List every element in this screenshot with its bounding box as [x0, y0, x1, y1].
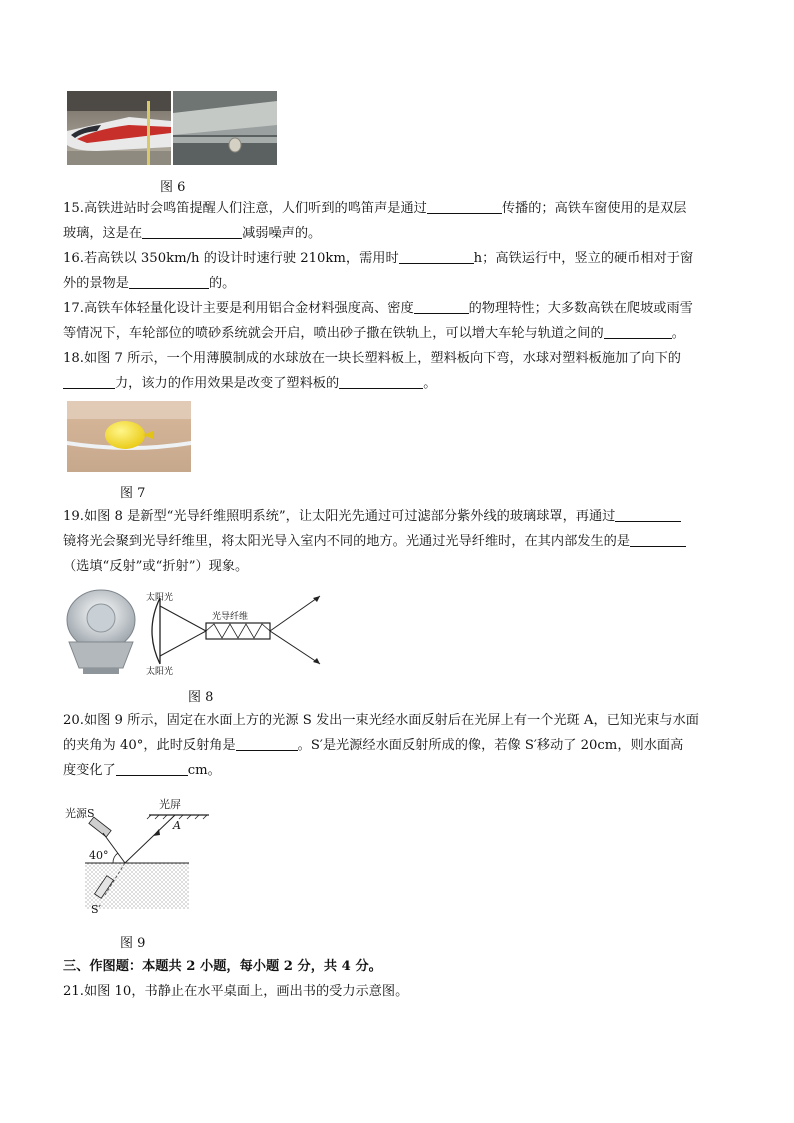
- q15-blank-2[interactable]: [142, 224, 242, 239]
- question-20-line-3: [63, 761, 221, 781]
- question-21: 21.如图 10，书静止在水平桌面上，画出书的受力示意图。: [63, 984, 409, 999]
- coin-window-photo: [173, 91, 277, 165]
- q16-text-b: h；高铁运行中，竖立的硬币相对于窗: [473, 251, 694, 266]
- q19-blank-2[interactable]: [630, 532, 686, 547]
- question-18-line-1: 18.如图 7 所示，一个用薄膜制成的水球放在一块长塑料板上，塑料板向下弯，水球对塑料板施加了向下的: [63, 351, 681, 366]
- q18-blank-2[interactable]: [339, 374, 423, 389]
- question-17-line-2: [63, 324, 685, 344]
- q17-text-a: 17.高铁车体轻量化设计主要是利用铝合金材料强度高、密度: [63, 301, 414, 316]
- q19-text-a: 19.如图 8 是新型“光导纤维照明系统”，让太阳光先通过可过滤部分紫外线的玻璃球罩，再通过: [63, 509, 616, 524]
- figure-7-caption: 图 7: [120, 486, 146, 501]
- water-balloon-photo: [67, 401, 191, 472]
- figure-6-caption: 图 6: [160, 180, 186, 195]
- fiber-lamp-photo: [63, 586, 139, 678]
- q19-text-b: 镜将光会聚到光导纤维里，将太阳光导入室内不同的地方。光通过光导纤维时，在其内部发生的是: [63, 534, 631, 549]
- q15-text-c: 玻璃，这是在: [63, 226, 143, 241]
- q17-blank-1[interactable]: [414, 299, 469, 314]
- sun-label-bottom: 太阳光: [146, 667, 174, 676]
- question-16-line-1: [63, 249, 693, 269]
- question-20-line-2: [63, 736, 683, 756]
- q19-blank-1[interactable]: [615, 507, 681, 522]
- figure-8-caption: 图 8: [188, 690, 214, 705]
- section-3-heading: 三、作图题：本题共 2 小题，每小题 2 分，共 4 分。: [63, 959, 382, 974]
- q15-text-d: 减弱噪声的。: [242, 226, 322, 241]
- question-19-line-3: （选填“反射”或“折射”）现象。: [63, 559, 249, 574]
- question-16-line-2: [63, 274, 235, 294]
- q20-blank-2[interactable]: [116, 761, 188, 776]
- question-19-line-1: [63, 507, 681, 527]
- train-photo: [67, 91, 171, 165]
- q17-blank-2[interactable]: [604, 324, 672, 339]
- spot-label: A: [173, 819, 181, 832]
- image-label: S′: [91, 903, 102, 916]
- q15-text-a: 15.高铁进站时会鸣笛提醒人们注意，人们听到的鸣笛声是通过: [63, 201, 427, 216]
- q17-text-d: 。: [671, 326, 685, 341]
- q16-text-a: 16.若高铁以 350km/h 的设计时速行驶 210km，需用时: [63, 251, 399, 266]
- question-20-line-1: 20.如图 9 所示，固定在水面上方的光源 S 发出一束光经水面反射后在光屏上有一个光斑 A，已知光束与水面: [63, 713, 699, 728]
- reflection-diagram: [63, 795, 213, 919]
- q16-text-c: 外的景物是: [63, 276, 129, 291]
- q18-text-b: 。: [423, 376, 437, 391]
- q18-blank-1[interactable]: [63, 374, 115, 389]
- screen-label: 光屏: [159, 798, 181, 811]
- question-18-line-2: [63, 374, 436, 394]
- question-15-line-1: [63, 199, 686, 219]
- q16-blank-2[interactable]: [129, 274, 209, 289]
- q20-text-b: 。S′是光源经水面反射所成的像，若像 S′移动了 20cm，则水面高: [297, 738, 684, 753]
- q15-text-b: 传播的；高铁车窗使用的是双层: [501, 201, 687, 216]
- figure-9-caption: 图 9: [120, 936, 146, 951]
- q20-blank-1[interactable]: [236, 736, 298, 751]
- q20-text-a: 的夹角为 40°，此时反射角是: [63, 738, 236, 753]
- q16-text-d: 的。: [208, 276, 236, 291]
- source-label: 光源S: [65, 807, 95, 820]
- fiber-diagram: [142, 586, 332, 676]
- question-19-line-2: [63, 532, 686, 552]
- fiber-label: 光导纤维: [212, 612, 249, 622]
- q18-text-a: 力，该力的作用效果是改变了塑料板的: [115, 376, 340, 391]
- question-15-line-2: [63, 224, 321, 244]
- q20-text-d: cm。: [187, 763, 221, 778]
- question-17-line-1: [63, 299, 693, 319]
- angle-label: 40°: [89, 849, 109, 862]
- q17-text-b: 的物理特性；大多数高铁在爬坡或雨雪: [468, 301, 693, 316]
- q15-blank-1[interactable]: [427, 199, 502, 214]
- q16-blank-1[interactable]: [399, 249, 474, 264]
- q20-text-c: 度变化了: [63, 763, 116, 778]
- sun-label-top: 太阳光: [146, 593, 174, 603]
- q17-text-c: 等情况下，车轮部位的喷砂系统就会开启，喷出砂子撒在铁轨上，可以增大车轮与轨道之间的: [63, 326, 604, 341]
